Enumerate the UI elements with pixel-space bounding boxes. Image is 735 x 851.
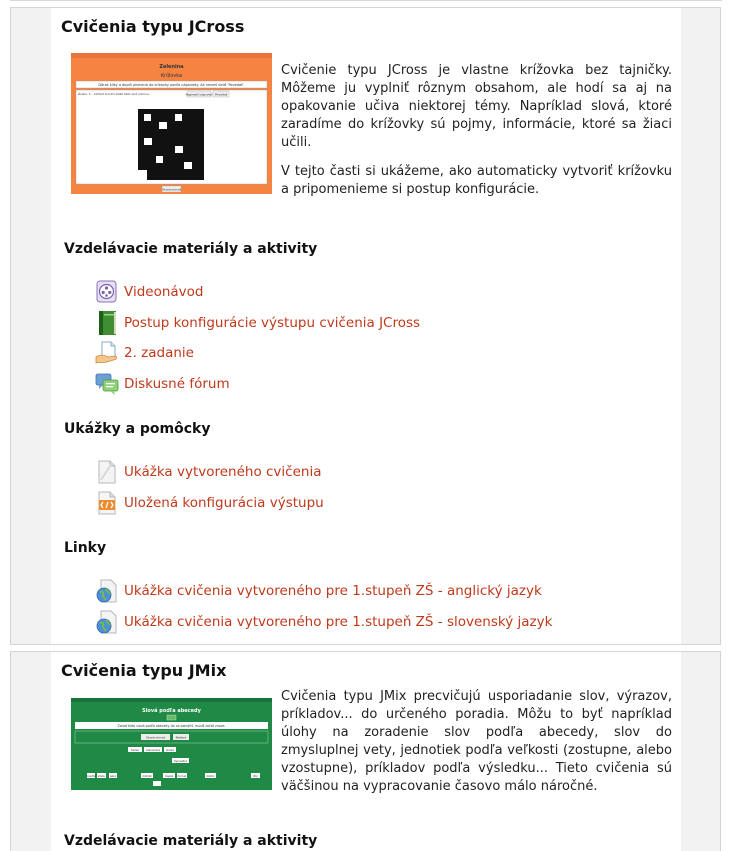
section-summary bbox=[281, 62, 672, 210]
thumb-check-button: Skontrolovať bbox=[146, 735, 165, 740]
thumb-instruction: Dôraž kliky a doplň písmená do krížovky podľa nápovedy. Ak nevieš dališ 'Povedať'. bbox=[98, 83, 245, 87]
thumb-subheading: Krížovka bbox=[160, 73, 183, 79]
web-link-icon bbox=[95, 579, 119, 603]
topic-section-jcross bbox=[10, 7, 721, 645]
video-icon bbox=[95, 280, 119, 304]
forum-icon bbox=[95, 372, 119, 396]
svg-text:žltý: žltý bbox=[253, 775, 258, 778]
activity-link[interactable]: Postup konfigurácie výstupu cvičenia JCross bbox=[124, 315, 421, 331]
section-summary bbox=[281, 688, 672, 807]
activity-link[interactable]: Ukážka vytvoreného cvičenia bbox=[124, 464, 322, 480]
summary-paragraph: V tejto časti si ukážeme, ako automaticky vytvoriť krížovku a pripomenieme si postup konfigurácie. bbox=[281, 164, 672, 197]
crossword-grid bbox=[138, 109, 204, 180]
svg-text:ťavka: ťavka bbox=[131, 748, 139, 752]
activity-link-slovensky[interactable] bbox=[95, 610, 552, 634]
group-title: Vzdelávacie materiály a aktivity bbox=[64, 241, 318, 257]
topic-section-jmix bbox=[10, 651, 721, 851]
activity-postup-konfiguracie[interactable] bbox=[95, 311, 420, 335]
topic-content bbox=[51, 8, 681, 644]
svg-text:slivka: slivka bbox=[166, 748, 174, 752]
jcross-preview-image bbox=[71, 53, 272, 194]
group-title: Vzdelávacie materiály a aktivity bbox=[64, 833, 318, 849]
activity-link[interactable]: Ukážka cvičenia vytvoreného pre 1.stupeň ZŠ - slovenský jazyk bbox=[124, 614, 553, 630]
file-icon bbox=[95, 460, 119, 484]
word-tiles-row1 bbox=[128, 747, 176, 752]
activity-ukazka-cvicenia[interactable] bbox=[95, 460, 321, 484]
thumb-instruction: Zoraď tieto slová podľa abecedy. Ak sa pomýliš, musíš začať znova. bbox=[117, 724, 226, 728]
svg-text:doktor: doktor bbox=[206, 775, 215, 778]
group-title: Ukážky a pomôcky bbox=[64, 421, 211, 437]
summary-paragraph: Cvičenie typu JCross je vlastne krížovka bez tajničky. Môžeme ju vyplniť rôznym obsahom, ale hodí sa aj na opakovanie učiva niektorej témy. Napríklad slová, ktoré zaradíme do krížovky sú pojmy, informácie, ktoré sa žiaci učili. bbox=[281, 63, 672, 150]
activity-link[interactable]: 2. zadanie bbox=[124, 345, 194, 361]
thumb-heading: Zelenina bbox=[159, 64, 184, 70]
svg-text:slivku: slivku bbox=[97, 775, 106, 778]
activity-link[interactable]: Videonávod bbox=[124, 284, 204, 300]
assignment-icon bbox=[95, 341, 119, 365]
topic-content bbox=[51, 652, 681, 851]
svg-text:motýlik: motýlik bbox=[142, 775, 152, 778]
thumb-check-button: Skontrolovať bbox=[162, 187, 181, 192]
svg-text:čiapka: čiapka bbox=[164, 775, 174, 778]
code-file-icon bbox=[95, 491, 119, 515]
thumb-tell-button: Povedať bbox=[214, 92, 228, 97]
book-icon bbox=[95, 311, 119, 335]
svg-text:knedľa: knedľa bbox=[86, 775, 96, 778]
word-tiles-row2 bbox=[172, 758, 189, 763]
activity-ulozena-konfiguracia[interactable] bbox=[95, 491, 324, 515]
top-divider bbox=[10, 0, 722, 1]
thumb-heading: Slová podľa abecedy bbox=[142, 708, 201, 714]
svg-text:iskra: iskra bbox=[109, 775, 117, 778]
section-title: Cvičenia typu JCross bbox=[61, 17, 245, 36]
activity-videonavod[interactable] bbox=[95, 280, 203, 304]
activity-link[interactable]: Diskusné fórum bbox=[124, 376, 230, 392]
thumb-restart-button: Reštart bbox=[175, 735, 187, 740]
group-title: Linky bbox=[64, 540, 107, 556]
activity-link-anglicky[interactable] bbox=[95, 579, 542, 603]
svg-text:Alexandra: Alexandra bbox=[145, 748, 161, 752]
activity-link[interactable]: Ukážka cvičenia vytvoreného pre 1.stupeň ZŠ - anglický jazyk bbox=[124, 583, 542, 599]
svg-text:hrnček: hrnček bbox=[177, 775, 187, 778]
activity-diskusne-forum[interactable] bbox=[95, 372, 230, 396]
summary-paragraph: Cvičenia typu JMix precvičujú usporiadanie slov, výrazov, príkladov... do určeného poradia. Môžu to byť napríklad úlohy na zoradenie slov podľa abecedy, slov do zmysluplnej vety, jednotiek podľa veľkosti (zostupne, alebo vzostupne), príkladov podľa výsledku... Tieto cvičenia sú väčšinou na vypracovanie časovo málo náročné. bbox=[281, 689, 672, 794]
web-link-icon bbox=[95, 610, 119, 634]
svg-text:Sylvestra: Sylvestra bbox=[173, 759, 188, 763]
thumb-hint-button: Napraviť odpoveď bbox=[185, 92, 213, 97]
jmix-preview-image bbox=[71, 698, 272, 790]
activity-zadanie[interactable] bbox=[95, 341, 194, 365]
thumb-clue: Zvislo: 1 - vzhľad tvorím šalát tieto pod nemou. bbox=[78, 92, 150, 96]
activity-link[interactable]: Uložená konfigurácia výstupu bbox=[124, 495, 324, 511]
section-title: Cvičenia typu JMix bbox=[61, 661, 227, 680]
